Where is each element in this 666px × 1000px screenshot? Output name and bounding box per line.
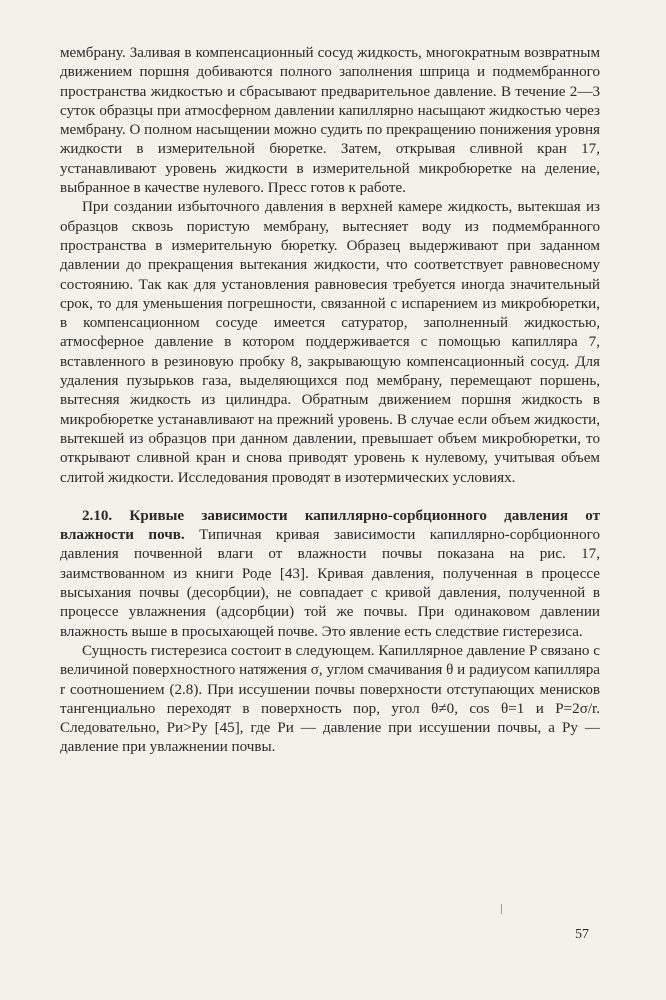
section-paragraph — [60, 507, 600, 642]
page-number: 57 — [575, 927, 589, 942]
section-gap — [60, 488, 600, 507]
print-mark — [501, 904, 502, 914]
section-heading: 2.10. Кривые зависимости капиллярно-сорбционного давления от влажности почв. — [60, 507, 600, 544]
paragraph-3: Типичная кривая зависимости капиллярно-сорбционного давления почвенной влаги от влажности почвы показана на рис. 17, заимствованном из книги Роде [43]. Кривая давления, полученная в процессе высыхания почвы (десорбции), не совпадает с кривой давления, полученной в процессе увлажнения (адсорбции) той же почвы. При одинаковом давлении влажность выше в просыхающей почве. Это явление есть следствие гистерезиса. — [60, 527, 601, 640]
paragraph-4: Сущность гистерезиса состоит в следующем. Капиллярное давление P связано с величиной поверхностного натяжения σ, углом смачивания θ и радиусом капилляра r соотношением (2.8). При иссушении почвы поверхности отступающих менисков тангенциально переходят в поверхность пор, угол θ≠0, cos θ=1 и P=2σ/r. Следовательно, Pи>Pу [45], где Pи — давление при иссушении почвы, а Pу — давление при увлажнении почвы. — [60, 642, 600, 756]
paragraph-1: мембрану. Заливая в компенсационный сосуд жидкость, многократным возвратным движением поршня добиваются полного заполнения шприца и подмембранного пространства жидкостью и сбрасывают предварительное давление. В течение 2—3 суток образцы при атмосферном давлении капиллярно насыщают жидкостью через мембрану. О полном насыщении можно судить по прекращению понижения уровня жидкости в измерительной бюретке. Затем, открывая сливной кран 17, устанавливают уровень жидкости в измерительной микробюретке на деление, выбранное в качестве нулевого. Пресс готов к работе. — [60, 45, 600, 197]
document-page — [60, 44, 600, 758]
paragraph-2: При создании избыточного давления в верхней камере жидкость, вытекшая из образцов сквозь пористую мембрану, вытесняет воду из подмембранного пространства в измерительную бюретку. Образец выдерживают при заданном давлении до прекращения вытекания жидкости, что соответствует равновесному состоянию. Так как для установления равновесия требуется иногда значительный срок, то для уменьшения погрешности, связанной с испарением из микробюретки, в компенсационном сосуде имеется сатуратор, заполненный жидкостью, атмосферное давление в котором поддерживается с помощью капилляра 7, вставленного в резиновую пробку 8, закрывающую компенсационный сосуд. Для удаления пузырьков газа, выделяющихся под мембрану, перемещают поршень, вытесняя жидкость из цилиндра. Обратным движением поршня жидкость в микробюретке устанавливают на прежний уровень. В случае если объем жидкости, вытекшей из образцов при данном давлении, превышает объем микробюретки, то открывают сливной кран и снова приводят уровень к нулевому, учитывая объем слитой жидкости. Исследования проводят в изотермических условиях. — [60, 199, 600, 486]
